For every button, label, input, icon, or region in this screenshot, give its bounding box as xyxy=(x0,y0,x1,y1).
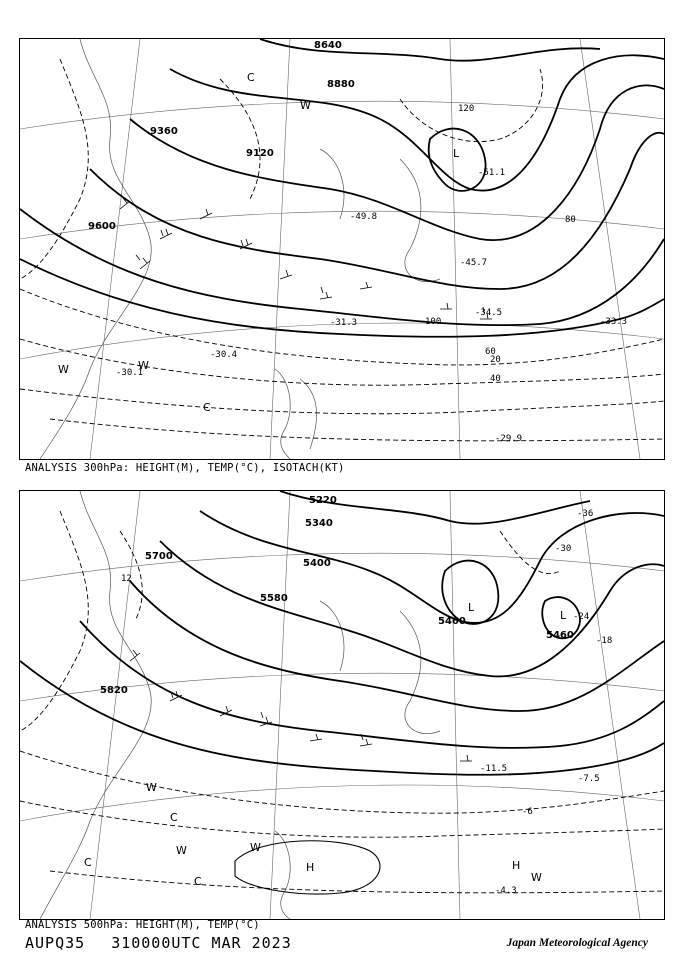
temp-label: -29.9 xyxy=(495,434,523,444)
coastlines xyxy=(40,491,440,919)
chart-300hpa-map xyxy=(19,38,665,460)
agency-credit: Japan Meteorological Agency xyxy=(506,937,648,949)
isotherms-isotachs xyxy=(20,59,664,441)
height-label: 5460 xyxy=(546,630,574,641)
isotach-label: 40 xyxy=(490,374,501,384)
temp-label: -7.5 xyxy=(578,774,600,784)
temp-label: -36 xyxy=(577,509,594,519)
warm-center-marker: W xyxy=(146,781,157,794)
temp-label: -31.3 xyxy=(330,318,358,328)
isotach-label: 60 xyxy=(485,347,496,357)
chart-500-caption: ANALYSIS 500hPa: HEIGHT(M), TEMP(°C) xyxy=(25,919,260,931)
warm-center-marker: W xyxy=(531,871,542,884)
cold-center-marker: C xyxy=(203,401,211,414)
cold-center-marker: C xyxy=(194,875,202,888)
valid-time: 310000UTC MAR 2023 xyxy=(111,934,292,952)
height-label: 9120 xyxy=(246,148,274,159)
cold-center-marker: C xyxy=(84,856,92,869)
temp-label: -49.8 xyxy=(350,212,378,222)
height-label: 8640 xyxy=(314,40,342,51)
temp-label: -24 xyxy=(573,612,590,622)
height-label: 5820 xyxy=(100,685,128,696)
height-label: 5340 xyxy=(305,518,333,529)
temp-label: -33.3 xyxy=(600,317,628,327)
latlon-grid xyxy=(20,491,664,919)
height-label: 8880 xyxy=(327,79,355,90)
map-500hpa-canvas xyxy=(20,491,664,919)
product-code: AUPQ35 xyxy=(25,934,86,952)
low-center-marker: L xyxy=(468,601,475,614)
chart-500hpa-map xyxy=(19,490,665,920)
height-label: 9360 xyxy=(150,126,178,137)
temp-label: -18 xyxy=(596,636,613,646)
height-label: 5580 xyxy=(260,593,288,604)
temp-label: -30.4 xyxy=(210,350,238,360)
height-label: 9600 xyxy=(88,221,116,232)
height-label: 5220 xyxy=(309,495,337,506)
low-center-marker: L xyxy=(560,609,567,622)
warm-center-marker: W xyxy=(176,844,187,857)
isotach-label: 80 xyxy=(565,215,576,225)
temp-label: -30 xyxy=(555,544,572,554)
warm-center-marker: W xyxy=(300,99,311,112)
temp-label: -30.1 xyxy=(116,368,144,378)
temp-label: -6 xyxy=(522,807,533,817)
height-label: 5460 xyxy=(438,616,466,627)
map-300hpa-canvas xyxy=(20,39,664,459)
latlon-grid xyxy=(20,39,664,459)
temp-label: 12 xyxy=(121,574,132,584)
height-label: 5700 xyxy=(145,551,173,562)
isotach-label: 100 xyxy=(425,317,442,327)
height-label: 5400 xyxy=(303,558,331,569)
chart-300-caption: ANALYSIS 300hPa: HEIGHT(M), TEMP(°C), ISOTACH(KT) xyxy=(25,462,345,474)
isotach-label: 20 xyxy=(490,355,501,365)
cold-center-marker: C xyxy=(247,71,255,84)
warm-center-marker: W xyxy=(58,363,69,376)
high-center-marker: H xyxy=(512,859,521,872)
warm-center-marker: W xyxy=(138,359,149,372)
temp-label: -34.5 xyxy=(475,308,503,318)
low-center-marker: L xyxy=(453,147,460,160)
isotach-label: 120 xyxy=(458,104,475,114)
cold-center-marker: C xyxy=(170,811,178,824)
warm-center-marker: W xyxy=(250,841,261,854)
temp-label: -4.3 xyxy=(495,886,517,896)
wind-barbs xyxy=(120,198,492,319)
high-center-marker: H xyxy=(306,861,315,874)
temp-label: -51.1 xyxy=(478,168,506,178)
temp-label: -45.7 xyxy=(460,258,488,268)
temp-label: -11.5 xyxy=(480,764,508,774)
chart-identifier xyxy=(25,934,292,952)
